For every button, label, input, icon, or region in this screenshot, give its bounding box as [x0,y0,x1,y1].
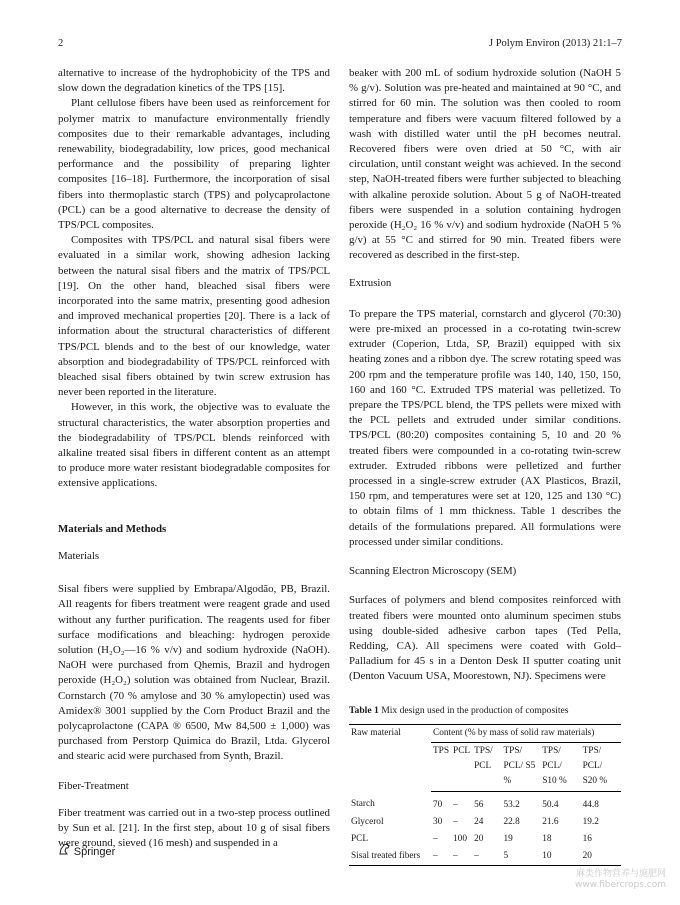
table-cell: 16 [582,833,592,844]
springer-horse-icon [58,846,74,858]
table-cell: 20 [581,848,621,866]
section-heading: Materials and Methods [58,522,167,535]
column-group-header: Content (% by mass of solid raw materials) [431,724,621,742]
paragraph: Plant cellulose fibers have been used as reinforcement for polymer matrix to manufacture environmentally friendly composites due to their remarkable advantages, including renewability, biodegradability, low prices, good mechanical performance and the possibility of preparing lighter composites [16–18]. Furthermore, the incorporation of sisal fibers into thermoplastic starch (TPS) and polycaprolactone (PCL) can be a good alternative to decrease the density of TPS/PCL composites. [58,97,330,232]
paragraph: However, in this work, the objective was to evaluate the structural characteristics, the water absorption properties and the biodegradability of TPS/PCL blends reinforced with alkaline treated sisal fibers in different content as an attempt to produce more water resistant biodegradable composites for extensive applications. [58,401,330,490]
table-caption-text: Mix design used in the production of composites [381,704,569,716]
paragraph: alternative to increase of the hydrophobicity of the TPS and slow down the degradation kinetics of the TPS [15]. [58,67,330,95]
column-header: Raw material [349,724,431,791]
table-cell: 53.2 [503,799,520,810]
table-cell: 19.2 [582,816,599,827]
table-header-row [349,724,621,742]
paragraph: Surfaces of polymers and blend composites reinforced with treated fibers were mounted onto aluminum specimen stubs using double-sided adhesive carbon tapes (Ted Pella, Redding, CA). All specimens were coated with Gold–Palladium for 45 s in a Denton Desk II sputter coating unit (Denton Vacuum USA, Moorestown, NJ). Specimens were [349,594,621,683]
paragraph: To prepare the TPS material, cornstarch and glycerol (70:30) were pre-mixed an processed in a co-rotating twin-screw extruder (Coperion, Ltda, SP, Brazil) equipped with six heating zones and a ribbon dye. The screw rotating speed was 200 rpm and the temperature profile was 140, 140, 150, 150, 160 and 160 °C. Extruded TPS material was pelletized. To prepare the TPS/PCL blend, the TPS pellets were mixed with the PCL pellets and extruded under similar conditions. TPS/PCL (80:20) composites containing 5, 10 and 20 % treated fibers were compounded in a co-rotating twin-screw extruder. Extruded ribbons were pelletized and further processed in a single-screw extruder (AX Plasticos, Brazil, 150 rpm, and temperatures were set at 120, 125 and 130 °C) to obtain films of 1 mm thickness. Table 1 describes the details of the formulations prepared. All formulations were processed under similar conditions. [349,307,621,548]
mix-design-table [349,724,621,867]
paragraph: beaker with 200 mL of sodium hydroxide solution (NaOH 5 % g/v). Solution was pre-heated and maintained at 90 °C, and stirred for 60 min. The solution was then cooled to room temperature and fibers were vacuum filtered followed by a wash with distilled water until the pH becomes neutral. Recovered fibers were oven dried at 50 °C, with air circulation, until constant weight was achieved. In the second step, NaOH-treated fibers were further subjected to bleaching with alkaline peroxide solution. About 5 g of NaOH-treated fibers were suspended in a solution containing hydrogen peroxide (H₂O₂ 16 % v/v) and sodium hydroxide (NaOH 5 % g/v) at 55 °C and stirred for 90 min. Treated fibers were recovered as described in the first-step. [349,67,621,262]
table-cell: 24 [474,816,484,827]
table-caption [349,703,621,718]
publisher-name: Springer [73,846,116,858]
table-cell: – [431,848,451,866]
subsection-heading: Materials [58,549,100,562]
subsection-heading: Scanning Electron Microscopy (SEM) [349,565,517,578]
table-cell: PCL [351,833,369,844]
table-cell: – [472,848,501,866]
table-cell: 70 [433,799,443,810]
journal-citation: J Polym Environ (2013) 21:1–7 [489,38,622,49]
table-cell: 20 [474,833,484,844]
column-header: PCL [451,742,472,791]
column-header: TPS/ PCL/ S5 % [501,742,540,791]
table-cell: – [451,848,472,866]
paragraph: Fiber treatment was carried out in a two-step process outlined by Sun et al. [21]. In the first step, about 10 g of sisal fibers were ground, sieved (16 mesh) and suspended in a [58,806,330,850]
publisher-footer [58,843,115,858]
table-cell: 10 [540,848,580,866]
table-cell: – [433,833,438,844]
watermark [575,869,666,891]
column-header: TPS/ PCL [472,742,501,791]
page-number: 2 [58,38,64,49]
right-column [349,66,621,866]
column-header: TPS/ PCL/ S20 % [581,742,621,791]
table-cell: 19 [503,833,513,844]
table-cell: 100 [453,833,467,844]
table-cell: 5 [501,848,540,866]
paragraph: Composites with TPS/PCL and natural sisal fibers were evaluated in a similar work, showing adhesion lacking between the natural sisal fibers and the matrix of TPS/PCL [19]. On the other hand, bleached sisal fibers were incorporated into the same matrix, presenting good adhesion and improved mechanical properties [20]. There is a lack of information about the structural characteristics of different TPS/PCL blends and to the best of our knowledge, water absorption and biodegradability of TPS/PCL reinforced with bleached sisal fibers obtained by twin screw extrusion has never been reported in the literature. [58,234,330,399]
watermark-line: 麻类作物营养与施肥网 [575,869,666,879]
table-cell: Sisal treated fibers [349,848,431,866]
table-label: Table 1 [349,704,379,716]
subsection-heading: Extrusion [349,276,392,289]
column-header: TPS/ PCL/ S10 % [540,742,580,791]
paragraph: Sisal fibers were supplied by Embrapa/Algodão, PB, Brazil. All reagents for fibers treatment were reagent grade and used without any further purification. The reagents used for fiber surface modifications and bleaching: hydrogen peroxide solution (H₂O₂—16 % v/v) and sodium hydroxide (NaOH). NaOH were purchased from Qhemis, Brazil and hydrogen peroxide (H₂O₂) solution was obtained from Nuclear, Brazil. Cornstarch (70 % amylose and 30 % amylopectin) used was Amidex® 3001 supplied by the Corn Product Brazil and the polycaprolactone (CAPA ® 6500, Mw 84,500 ± 1,000) was purchased from Perstorp Quimica do Brazil, Ltda. Glycerol and stearic acid were purchased from Synth, Brazil. [58,583,330,763]
table-cell: Starch [351,799,375,810]
table-row [349,814,621,831]
table-row [349,791,621,814]
column-header: TPS [431,742,451,791]
table-cell: – [453,816,458,827]
watermark-line: www.fibercrops.com [575,880,666,890]
table-cell: – [453,799,458,810]
table-cell: 18 [542,833,552,844]
table-cell: Glycerol [351,816,384,827]
table-cell: 30 [433,816,443,827]
left-column [58,66,330,851]
subsection-heading: Fiber-Treatment [58,779,129,792]
table-cell: 21.6 [542,816,559,827]
table-cell: 56 [474,799,484,810]
table-row [349,848,621,866]
table-row [349,831,621,848]
table-cell: 50.4 [542,799,559,810]
table-cell: 22.8 [503,816,520,827]
table-cell: 44.8 [582,799,599,810]
